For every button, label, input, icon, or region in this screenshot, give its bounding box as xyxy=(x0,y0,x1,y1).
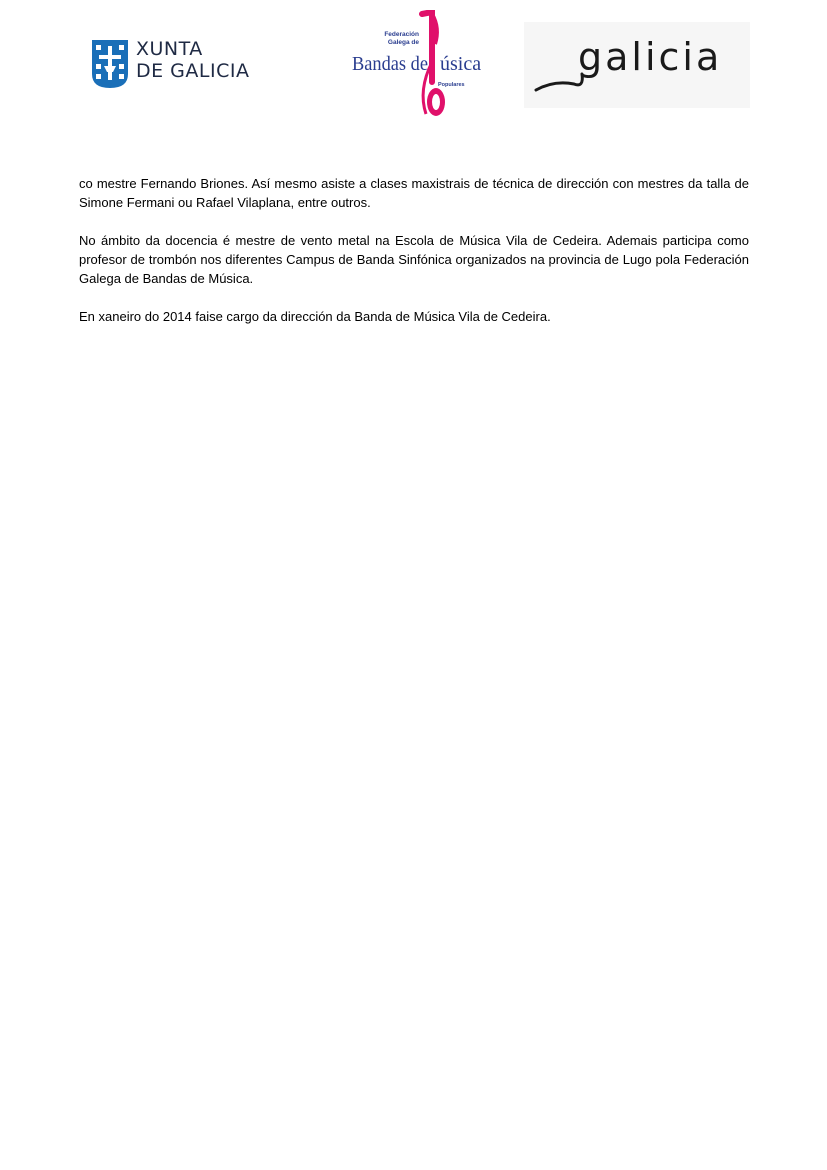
fed-logo-main-right: úsica xyxy=(440,53,482,75)
body-paragraph: No ámbito da docencia é mestre de vento metal na Escola de Música Vila de Cedeira. Ademais participa como profesor de trombón nos diferentes Campus de Banda Sinfónica organizados na provincia de Lugo pola Federación Galega de Bandas de Música. xyxy=(79,233,749,286)
page-header xyxy=(0,0,827,130)
galicia-logo-text: galicia xyxy=(578,35,723,79)
galicia-brand-logo xyxy=(524,22,750,108)
xunta-logo-text xyxy=(136,38,249,82)
fed-logo-main-left: Bandas de xyxy=(352,53,429,75)
document-body xyxy=(79,174,749,345)
fed-logo-line1: Federación xyxy=(384,31,419,38)
xunta-shield-icon xyxy=(92,40,128,88)
xunta-de-galicia-logo xyxy=(92,38,252,90)
body-paragraph: En xaneiro do 2014 faise cargo da dirección da Banda de Música Vila de Cedeira. xyxy=(79,309,551,324)
fed-logo-line2: Galega de xyxy=(387,39,419,46)
fed-logo-bottom: Populares xyxy=(438,82,465,88)
body-paragraph: co mestre Fernando Briones. Así mesmo asiste a clases maxistrais de técnica de dirección con mestres da talla de Simone Fermani ou Rafael Vilaplana, entre outros. xyxy=(79,176,749,210)
xunta-logo-line1: XUNTA xyxy=(136,38,203,60)
xunta-logo-line2: DE GALICIA xyxy=(136,60,250,82)
federacion-bandas-musica-logo xyxy=(348,10,483,120)
